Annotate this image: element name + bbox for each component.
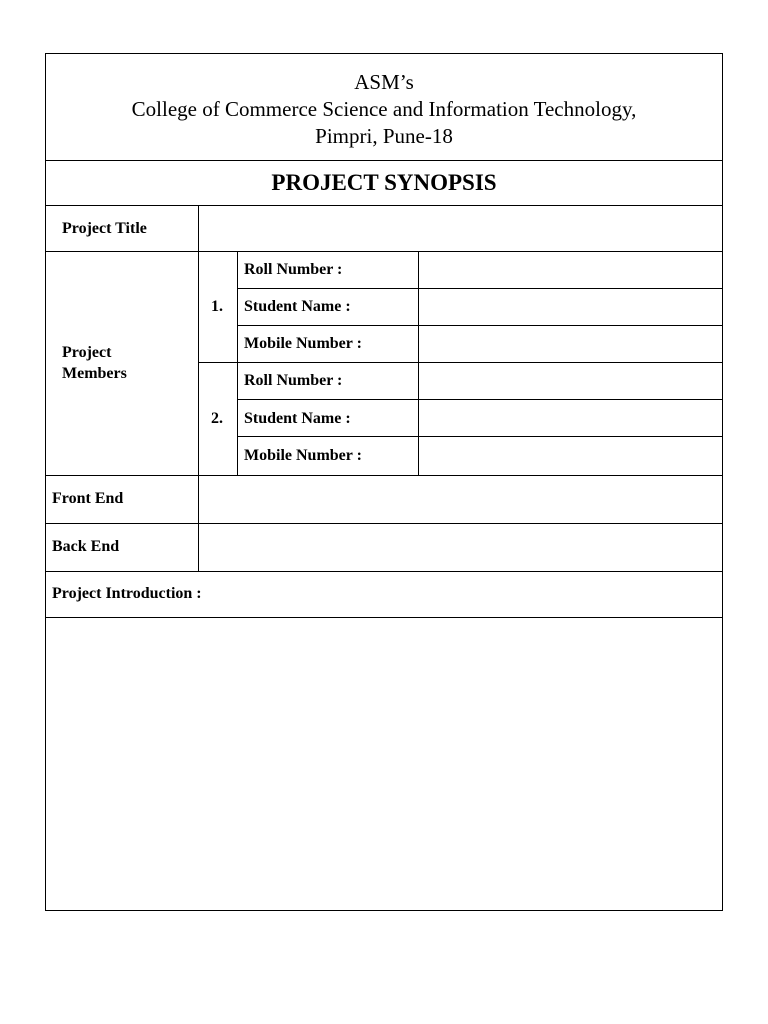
project-title-label: Project Title xyxy=(62,220,147,237)
roll-number-field[interactable] xyxy=(419,363,722,399)
form-title: PROJECT SYNOPSIS xyxy=(271,170,497,195)
front-end-field[interactable] xyxy=(199,476,722,523)
mobile-number-label: Mobile Number : xyxy=(244,335,362,352)
mobile-number-field[interactable] xyxy=(419,326,722,362)
back-end-label: Back End xyxy=(52,538,120,555)
front-end-label: Front End xyxy=(52,490,124,507)
student-name-field[interactable] xyxy=(419,400,722,436)
project-title-field[interactable] xyxy=(199,206,722,251)
student-name-label: Student Name : xyxy=(244,410,351,427)
project-introduction-label: Project Introduction : xyxy=(52,585,202,602)
number-column-divider xyxy=(237,251,238,475)
member-number: 1. xyxy=(211,298,223,315)
divider xyxy=(46,571,722,572)
divider xyxy=(46,160,722,161)
roll-number-field[interactable] xyxy=(419,252,722,288)
student-name-field[interactable] xyxy=(419,289,722,325)
roll-number-label: Roll Number : xyxy=(244,261,343,278)
mobile-number-label: Mobile Number : xyxy=(244,447,362,464)
institution-address: Pimpri, Pune-18 xyxy=(315,124,453,148)
back-end-field[interactable] xyxy=(199,524,722,571)
member-number: 2. xyxy=(211,410,223,427)
synopsis-form xyxy=(45,53,723,911)
roll-number-label: Roll Number : xyxy=(244,372,343,389)
project-members-label-line1: Project xyxy=(62,344,112,361)
institution-short-name: ASM’s xyxy=(354,70,414,94)
mobile-number-field[interactable] xyxy=(419,437,722,474)
project-introduction-field[interactable] xyxy=(46,618,722,910)
institution-full-name: College of Commerce Science and Information Technology, xyxy=(131,97,637,121)
project-members-label-line2: Members xyxy=(62,365,127,382)
student-name-label: Student Name : xyxy=(244,298,351,315)
